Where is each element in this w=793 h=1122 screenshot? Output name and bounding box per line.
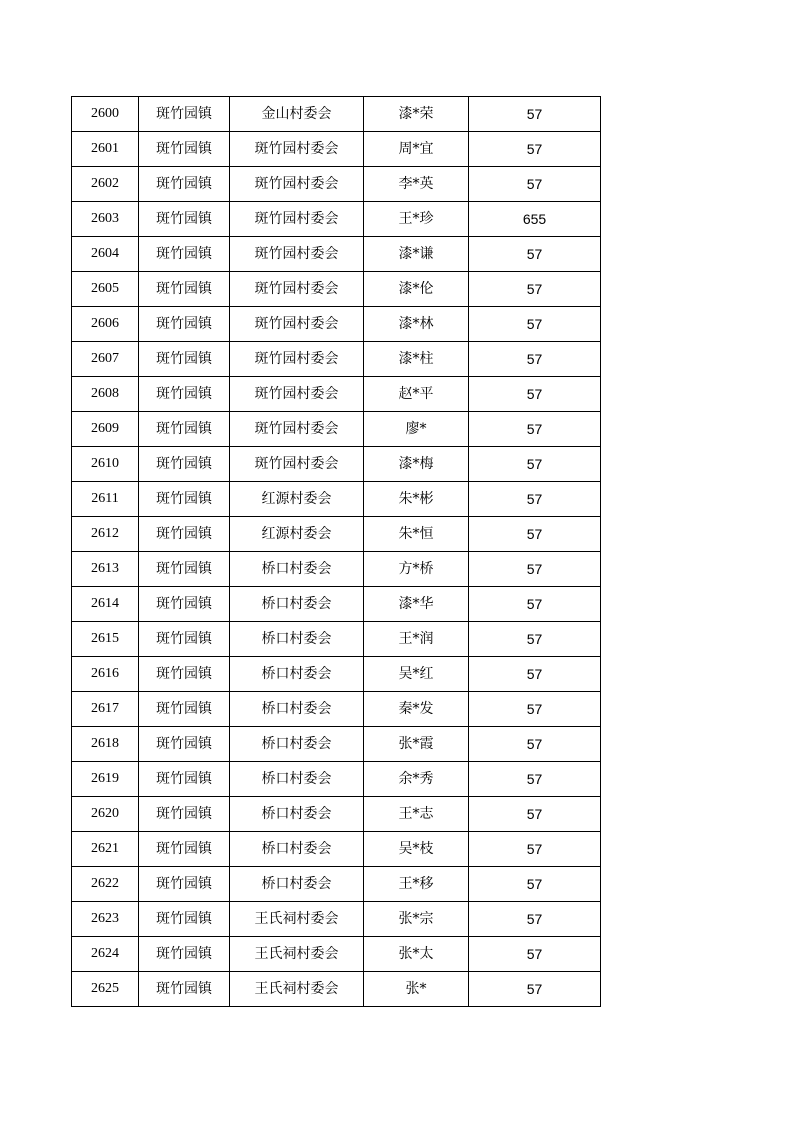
- amount-cell: 57: [469, 412, 601, 447]
- town-cell: 斑竹园镇: [139, 587, 230, 622]
- amount-cell: 57: [469, 167, 601, 202]
- person-name-cell: 王*润: [364, 622, 469, 657]
- town-cell: 斑竹园镇: [139, 482, 230, 517]
- town-cell: 斑竹园镇: [139, 342, 230, 377]
- table-row: [72, 447, 601, 482]
- person-name-cell: 漆*华: [364, 587, 469, 622]
- amount-cell: 57: [469, 132, 601, 167]
- person-name-cell: 方*桥: [364, 552, 469, 587]
- village-committee-cell: 斑竹园村委会: [230, 167, 364, 202]
- table-row: [72, 412, 601, 447]
- person-name-cell: 赵*平: [364, 377, 469, 412]
- record-number-cell: 2611: [72, 482, 139, 517]
- table-row: [72, 167, 601, 202]
- village-committee-cell: 斑竹园村委会: [230, 202, 364, 237]
- table-row: [72, 972, 601, 1007]
- table-row: [72, 377, 601, 412]
- village-committee-cell: 王氏祠村委会: [230, 972, 364, 1007]
- record-number-cell: 2618: [72, 727, 139, 762]
- village-committee-cell: 桥口村委会: [230, 552, 364, 587]
- table-row: [72, 552, 601, 587]
- table-row: [72, 622, 601, 657]
- town-cell: 斑竹园镇: [139, 202, 230, 237]
- person-name-cell: 周*宜: [364, 132, 469, 167]
- table-row: [72, 692, 601, 727]
- town-cell: 斑竹园镇: [139, 972, 230, 1007]
- person-name-cell: 廖*: [364, 412, 469, 447]
- town-cell: 斑竹园镇: [139, 902, 230, 937]
- town-cell: 斑竹园镇: [139, 622, 230, 657]
- table-row: [72, 482, 601, 517]
- town-cell: 斑竹园镇: [139, 517, 230, 552]
- village-committee-cell: 红源村委会: [230, 517, 364, 552]
- amount-cell: 57: [469, 587, 601, 622]
- amount-cell: 57: [469, 272, 601, 307]
- town-cell: 斑竹园镇: [139, 867, 230, 902]
- record-number-cell: 2614: [72, 587, 139, 622]
- record-number-cell: 2625: [72, 972, 139, 1007]
- person-name-cell: 漆*伦: [364, 272, 469, 307]
- town-cell: 斑竹园镇: [139, 657, 230, 692]
- village-committee-cell: 斑竹园村委会: [230, 377, 364, 412]
- record-number-cell: 2616: [72, 657, 139, 692]
- roster-table-body: [72, 97, 601, 1007]
- table-row: [72, 307, 601, 342]
- person-name-cell: 漆*谦: [364, 237, 469, 272]
- town-cell: 斑竹园镇: [139, 447, 230, 482]
- record-number-cell: 2604: [72, 237, 139, 272]
- village-committee-cell: 桥口村委会: [230, 867, 364, 902]
- town-cell: 斑竹园镇: [139, 727, 230, 762]
- record-number-cell: 2601: [72, 132, 139, 167]
- town-cell: 斑竹园镇: [139, 377, 230, 412]
- table-row: [72, 132, 601, 167]
- village-committee-cell: 桥口村委会: [230, 727, 364, 762]
- town-cell: 斑竹园镇: [139, 97, 230, 132]
- record-number-cell: 2606: [72, 307, 139, 342]
- amount-cell: 57: [469, 237, 601, 272]
- person-name-cell: 朱*恒: [364, 517, 469, 552]
- table-row: [72, 272, 601, 307]
- village-committee-cell: 桥口村委会: [230, 762, 364, 797]
- record-number-cell: 2623: [72, 902, 139, 937]
- village-committee-cell: 斑竹园村委会: [230, 412, 364, 447]
- person-name-cell: 秦*发: [364, 692, 469, 727]
- person-name-cell: 吴*枝: [364, 832, 469, 867]
- town-cell: 斑竹园镇: [139, 797, 230, 832]
- person-name-cell: 张*: [364, 972, 469, 1007]
- amount-cell: 57: [469, 447, 601, 482]
- amount-cell: 57: [469, 692, 601, 727]
- town-cell: 斑竹园镇: [139, 307, 230, 342]
- amount-cell: 57: [469, 482, 601, 517]
- town-cell: 斑竹园镇: [139, 272, 230, 307]
- village-committee-cell: 桥口村委会: [230, 622, 364, 657]
- record-number-cell: 2607: [72, 342, 139, 377]
- village-committee-cell: 桥口村委会: [230, 797, 364, 832]
- table-row: [72, 97, 601, 132]
- person-name-cell: 张*太: [364, 937, 469, 972]
- record-number-cell: 2610: [72, 447, 139, 482]
- record-number-cell: 2609: [72, 412, 139, 447]
- amount-cell: 57: [469, 517, 601, 552]
- table-row: [72, 237, 601, 272]
- town-cell: 斑竹园镇: [139, 412, 230, 447]
- table-row: [72, 867, 601, 902]
- person-name-cell: 王*志: [364, 797, 469, 832]
- town-cell: 斑竹园镇: [139, 832, 230, 867]
- town-cell: 斑竹园镇: [139, 937, 230, 972]
- amount-cell: 57: [469, 797, 601, 832]
- town-cell: 斑竹园镇: [139, 237, 230, 272]
- person-name-cell: 漆*林: [364, 307, 469, 342]
- table-row: [72, 762, 601, 797]
- table-row: [72, 797, 601, 832]
- amount-cell: 57: [469, 972, 601, 1007]
- village-committee-cell: 王氏祠村委会: [230, 902, 364, 937]
- amount-cell: 57: [469, 342, 601, 377]
- record-number-cell: 2621: [72, 832, 139, 867]
- person-name-cell: 张*霞: [364, 727, 469, 762]
- table-row: [72, 937, 601, 972]
- amount-cell: 57: [469, 937, 601, 972]
- village-committee-cell: 桥口村委会: [230, 587, 364, 622]
- amount-cell: 57: [469, 832, 601, 867]
- amount-cell: 655: [469, 202, 601, 237]
- record-number-cell: 2619: [72, 762, 139, 797]
- town-cell: 斑竹园镇: [139, 132, 230, 167]
- town-cell: 斑竹园镇: [139, 692, 230, 727]
- person-name-cell: 漆*荣: [364, 97, 469, 132]
- table-row: [72, 727, 601, 762]
- village-committee-cell: 王氏祠村委会: [230, 937, 364, 972]
- village-committee-cell: 桥口村委会: [230, 832, 364, 867]
- village-committee-cell: 斑竹园村委会: [230, 342, 364, 377]
- record-number-cell: 2624: [72, 937, 139, 972]
- record-number-cell: 2620: [72, 797, 139, 832]
- person-name-cell: 漆*柱: [364, 342, 469, 377]
- record-number-cell: 2608: [72, 377, 139, 412]
- amount-cell: 57: [469, 377, 601, 412]
- town-cell: 斑竹园镇: [139, 552, 230, 587]
- record-number-cell: 2602: [72, 167, 139, 202]
- amount-cell: 57: [469, 902, 601, 937]
- town-cell: 斑竹园镇: [139, 762, 230, 797]
- record-number-cell: 2605: [72, 272, 139, 307]
- amount-cell: 57: [469, 762, 601, 797]
- amount-cell: 57: [469, 727, 601, 762]
- amount-cell: 57: [469, 867, 601, 902]
- person-name-cell: 朱*彬: [364, 482, 469, 517]
- amount-cell: 57: [469, 552, 601, 587]
- amount-cell: 57: [469, 97, 601, 132]
- table-row: [72, 202, 601, 237]
- village-committee-cell: 桥口村委会: [230, 692, 364, 727]
- person-name-cell: 吴*红: [364, 657, 469, 692]
- person-name-cell: 张*宗: [364, 902, 469, 937]
- person-name-cell: 王*珍: [364, 202, 469, 237]
- record-number-cell: 2617: [72, 692, 139, 727]
- record-number-cell: 2600: [72, 97, 139, 132]
- person-name-cell: 漆*梅: [364, 447, 469, 482]
- village-committee-cell: 斑竹园村委会: [230, 307, 364, 342]
- village-committee-cell: 红源村委会: [230, 482, 364, 517]
- table-row: [72, 657, 601, 692]
- village-committee-cell: 斑竹园村委会: [230, 272, 364, 307]
- amount-cell: 57: [469, 657, 601, 692]
- village-committee-cell: 桥口村委会: [230, 657, 364, 692]
- person-name-cell: 李*英: [364, 167, 469, 202]
- table-row: [72, 902, 601, 937]
- table-row: [72, 517, 601, 552]
- record-number-cell: 2603: [72, 202, 139, 237]
- roster-table: [71, 96, 601, 1007]
- person-name-cell: 王*移: [364, 867, 469, 902]
- record-number-cell: 2613: [72, 552, 139, 587]
- village-committee-cell: 斑竹园村委会: [230, 237, 364, 272]
- village-committee-cell: 斑竹园村委会: [230, 132, 364, 167]
- town-cell: 斑竹园镇: [139, 167, 230, 202]
- table-row: [72, 342, 601, 377]
- amount-cell: 57: [469, 622, 601, 657]
- person-name-cell: 余*秀: [364, 762, 469, 797]
- table-row: [72, 832, 601, 867]
- village-committee-cell: 金山村委会: [230, 97, 364, 132]
- table-row: [72, 587, 601, 622]
- record-number-cell: 2612: [72, 517, 139, 552]
- record-number-cell: 2615: [72, 622, 139, 657]
- record-number-cell: 2622: [72, 867, 139, 902]
- village-committee-cell: 斑竹园村委会: [230, 447, 364, 482]
- amount-cell: 57: [469, 307, 601, 342]
